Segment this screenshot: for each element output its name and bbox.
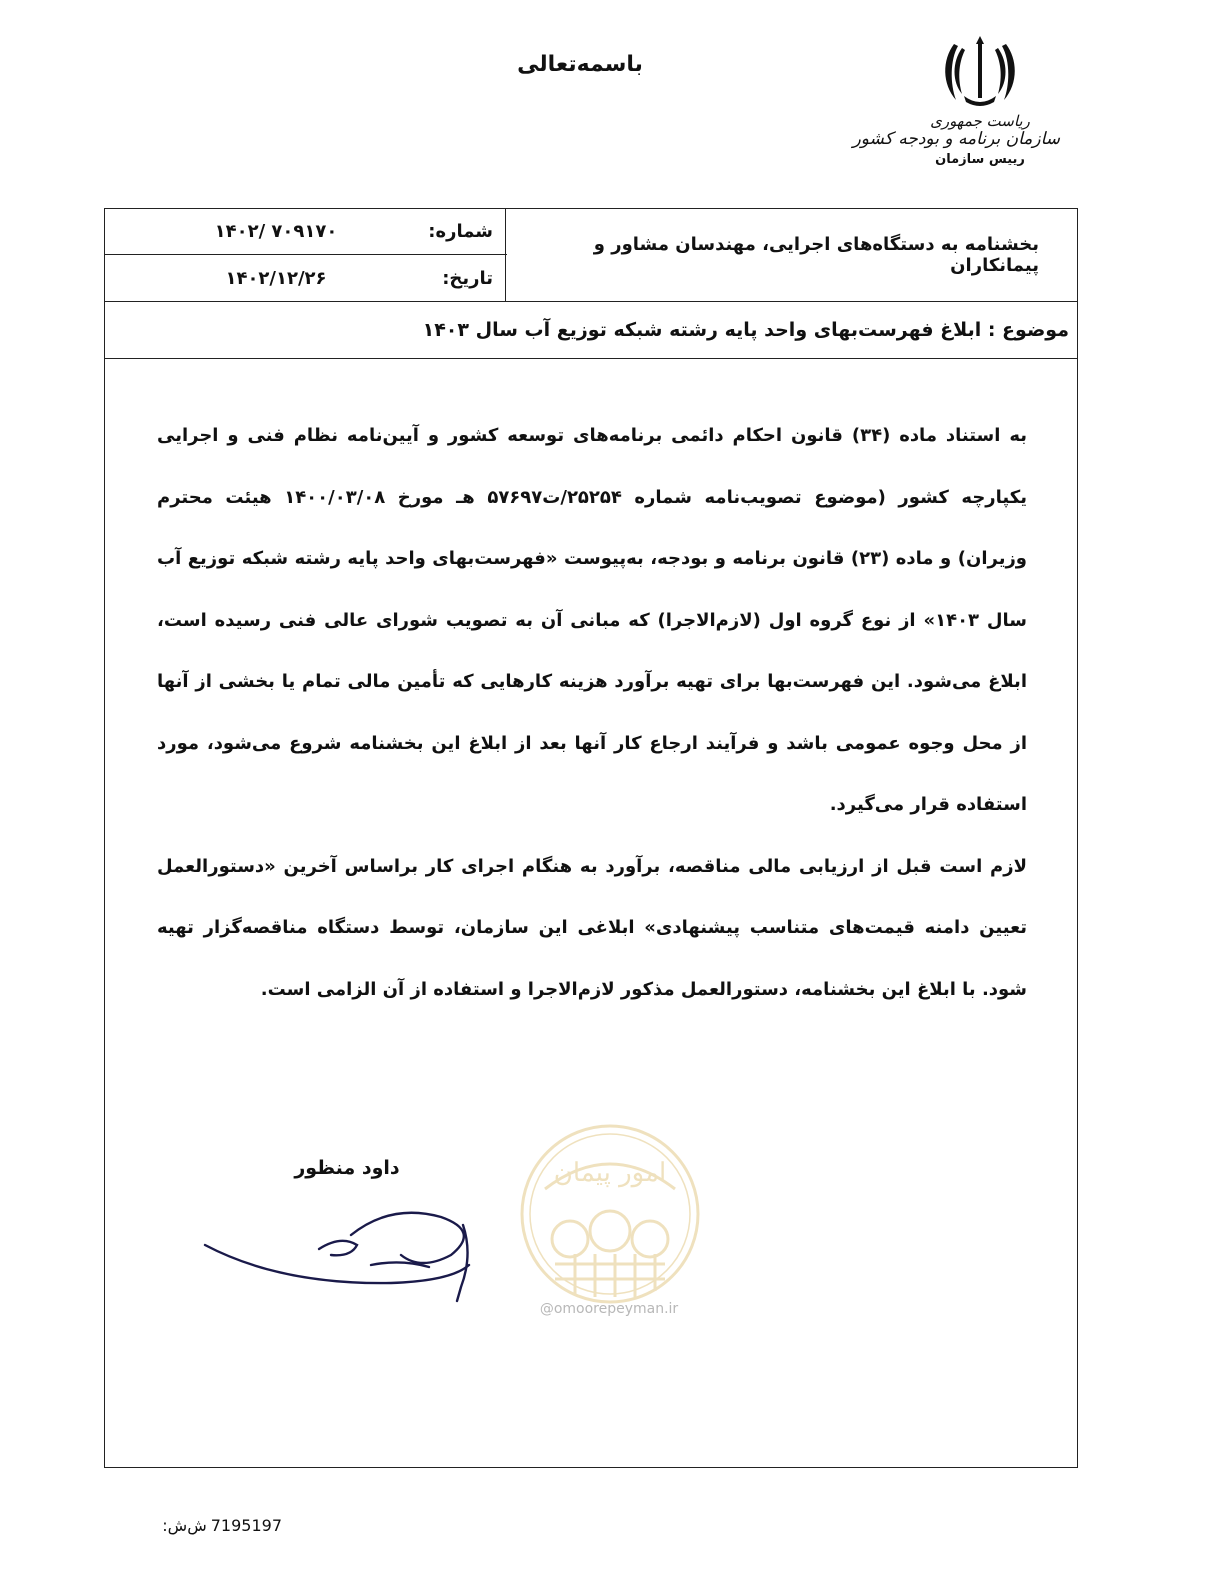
iran-emblem-icon [942,36,1018,108]
org-role: رییس سازمان [935,152,1025,167]
letter-number-row [105,209,507,255]
letter-number-label: شماره: [428,221,493,242]
footer-reference [142,1516,282,1535]
org-line-presidency: ریاست جمهوری [930,112,1030,130]
body-paragraph-1: به استناد ماده (۳۴) قانون احکام دائمی برنامه‌های توسعه کشور و آیین‌نامه نظام فنی و اجرایی یکپارچه کشور (موضوع تصویب‌نامه شماره ۲۵۲۵۴/ت۵۷۶۹۷ هـ مورخ ۱۴۰۰/۰۳/۰۸ هیئت محترم وزیران) و ماده (۲۳) قانون برنامه و بودجه، به‌پیوست «فهرست‌بهای واحد پایه رشته شبکه توزیع آب سال ۱۴۰۳» از نوع گروه اول (لازم‌الاجرا) که مبانی آن به تصویب شورای عالی فنی رسیده است، ابلاغ می‌شود. این فهرست‌بها برای تهیه برآورد هزینه کارهایی که تأمین مالی تمام یا بخشی از آنها از محل وجوه عمومی باشد و فرآیند ارجاع کار آنها بعد از ابلاغ این بخشنامه شروع می‌شود، مورد استفاده قرار می‌گیرد. [157,425,1028,815]
signer-name: داود منظور [294,1157,400,1179]
watermark-url: @omoorepeyman.ir [539,1301,679,1317]
letter-date-row [105,255,507,301]
letter-frame [104,208,1078,1468]
footer-reference-value: 7195197 [210,1516,282,1535]
watermark-stamp-icon [515,1119,705,1309]
letter-date-label: تاریخ: [442,267,493,289]
org-line-organization: سازمان برنامه و بودجه کشور [852,129,1060,149]
watermark-brand: امور پیمان [553,1158,667,1188]
handwritten-signature-icon [201,1205,491,1305]
addressee: بخشنامه به دستگاه‌های اجرایی، مهندسان مشاور و پیمانکاران [505,209,1077,301]
bismillah-heading: باسمه‌تعالی [517,52,643,77]
letter-body [157,405,1027,1020]
letter-number-value: ۱۴۰۲/ ۷۰۹۱۷۰ [214,221,338,242]
letter-header-row [105,209,1077,302]
body-paragraph-2: لازم است قبل از ارزیابی مالی مناقصه، برآورد به هنگام اجرای کار براساس آخرین «دستورالعمل تعیین دامنه قیمت‌های متناسب پیشنهادی» ابلاغی این سازمان، توسط دستگاه مناقصه‌گزار تهیه شود. با ابلاغ این بخشنامه، دستورالعمل مذکور لازم‌الاجرا و استفاده از آن الزامی است. [157,855,1027,1000]
letter-subject: موضوع : ابلاغ فهرست‌بهای واحد پایه رشته شبکه توزیع آب سال ۱۴۰۳ [105,301,1077,359]
organization-emblem-block [852,36,1060,208]
letter-date-value: ۱۴۰۲/۱۲/۲۶ [225,267,327,289]
footer-reference-label: ش‌ش: [162,1516,207,1535]
